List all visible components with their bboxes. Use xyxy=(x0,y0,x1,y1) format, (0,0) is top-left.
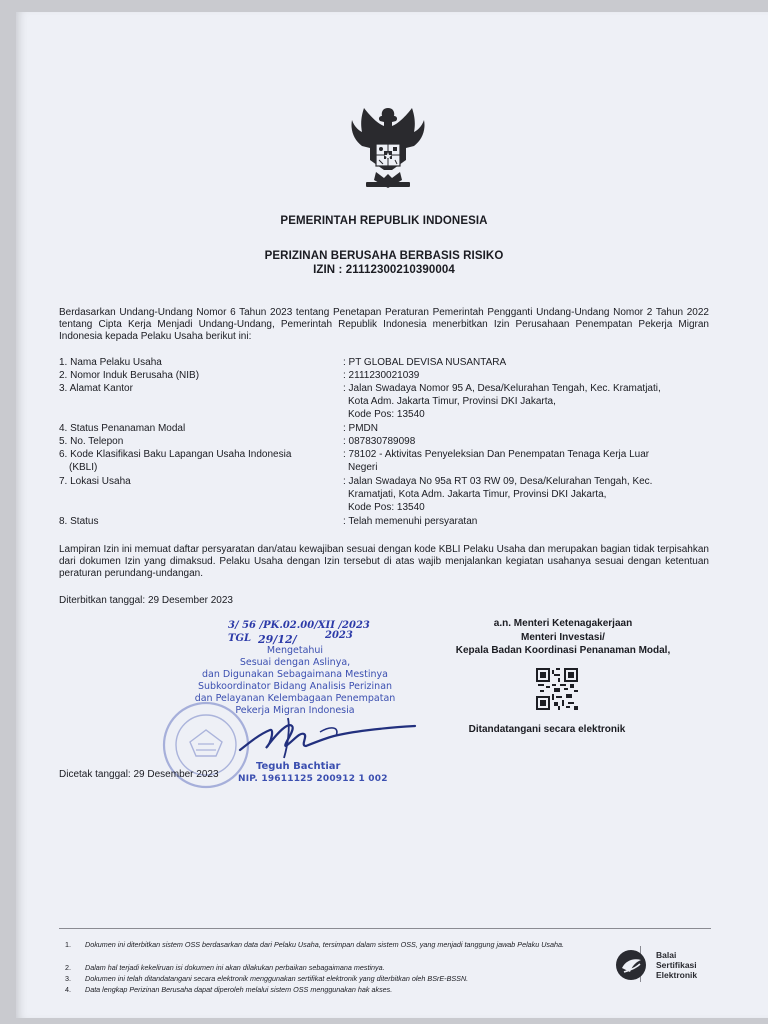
qr-code-icon xyxy=(536,668,578,710)
intro-paragraph: Berdasarkan Undang-Undang Nomor 6 Tahun 2023 tentang Penetapan Peraturan Pemerintah Pengganti Undang-Undang Nomor 2 Tahun 2022 tentang Cipta Kerja Menjadi Undang-Undang, Pemerintah Republik Indonesia menerbitkan Izin Perusahaan Penempatan Pekerja Migran Indonesia kepada Pelaku Usaha berikut ini: xyxy=(59,307,709,342)
field-value-business-location-3: Kode Pos: 13540 xyxy=(348,502,425,513)
field-label-status: 8. Status xyxy=(59,516,99,527)
field-value-business-location-1: : Jalan Swadaya No 95a RT 03 RW 09, Desa/Kelurahan Tengah, Kec. xyxy=(343,476,653,487)
legalization-date-label: TGL xyxy=(228,633,252,644)
field-label-company-name: 1. Nama Pelaku Usaha xyxy=(59,357,162,368)
signed-electronically-note: Ditandatangani secara elektronik xyxy=(468,724,626,735)
field-label-investment-status: 4. Status Penanaman Modal xyxy=(59,423,186,434)
legalization-year: 2023 xyxy=(325,630,353,641)
field-value-company-name: : PT GLOBAL DEVISA NUSANTARA xyxy=(343,357,507,368)
field-value-phone: : 087830789098 xyxy=(343,436,416,447)
footnote-text: Data lengkap Perizinan Berusaha dapat diperoleh melalui sistem OSS menggunakan hak akses. xyxy=(85,985,393,994)
garuda-emblem-icon xyxy=(340,100,436,196)
field-value-kbli-2: Negeri xyxy=(348,462,378,473)
bsre-label-2: Sertifikasi xyxy=(656,960,697,970)
bsre-label-3: Elektronik xyxy=(656,970,698,980)
field-label-kbli-1: 6. Kode Klasifikasi Baku Lapangan Usaha Indonesia xyxy=(59,449,292,460)
government-title: PEMERINTAH REPUBLIK INDONESIA xyxy=(280,215,488,227)
bsre-logo-icon xyxy=(614,948,648,982)
footnote-number: 4. xyxy=(65,985,71,994)
field-value-nib: : 2111230021039 xyxy=(343,370,420,381)
field-label-kbli-2: (KBLI) xyxy=(69,462,98,473)
footnote-text: Dokumen ini telah ditandatangani secara elektronik menggunakan sertifikat elektronik yang diterbitkan oleh BSrE-BSSN. xyxy=(85,974,469,983)
field-value-status: : Telah memenuhi persyaratan xyxy=(343,516,478,527)
footnote-number: 1. xyxy=(65,940,71,949)
signatory-line-1: a.n. Menteri Ketenagakerjaan xyxy=(493,618,633,629)
field-value-business-location-2: Kramatjati, Kota Adm. Jakarta Timur, Provinsi DKI Jakarta, xyxy=(348,489,607,500)
field-label-phone: 5. No. Telepon xyxy=(59,436,124,447)
footnote-number: 2. xyxy=(65,963,71,972)
field-value-office-address-3: Kode Pos: 13540 xyxy=(348,409,425,420)
footnote-text: Dalam hal terjadi kekeliruan isi dokumen ini akan dilakukan perbaikan sebagaimana mestinya. xyxy=(85,963,385,972)
signatory-line-3: Kepala Badan Koordinasi Penanaman Modal, xyxy=(455,645,671,656)
legalization-date: 29/12/ xyxy=(258,633,297,646)
reference-number: 3/ 56 /PK.02.00/XII /2023 xyxy=(228,620,370,631)
field-value-office-address-2: Kota Adm. Jakarta Timur, Provinsi DKI Jakarta, xyxy=(348,396,556,407)
stamp-line-2: Sesuai dengan Aslinya, xyxy=(239,657,351,668)
field-label-business-location: 7. Lokasi Usaha xyxy=(59,476,131,487)
stamp-line-5: dan Pelayanan Kelembagaan Penempatan xyxy=(194,693,396,704)
signatory-line-2: Menteri Investasi/ xyxy=(521,632,605,643)
footnote-number: 3. xyxy=(65,974,71,983)
field-value-kbli-1: : 78102 - Aktivitas Penyeleksian Dan Penempatan Tenaga Kerja Luar xyxy=(343,449,650,460)
stamp-line-1: Mengetahui xyxy=(266,645,324,656)
permit-title: PERIZINAN BERUSAHA BERBASIS RISIKO xyxy=(264,250,504,262)
footnote-text: Dokumen ini diterbitkan sistem OSS berdasarkan data dari Pelaku Usaha, tersimpan dalam sistem OSS, yang menjadi tanggung jawab Pelaku Usaha. xyxy=(85,940,565,949)
field-label-nib: 2. Nomor Induk Berusaha (NIB) xyxy=(59,370,200,381)
field-value-investment-status: : PMDN xyxy=(343,423,378,434)
printed-date: Dicetak tanggal: 29 Desember 2023 xyxy=(59,769,219,780)
field-value-office-address-1: : Jalan Swadaya Nomor 95 A, Desa/Kelurahan Tengah, Kec. Kramatjati, xyxy=(343,383,661,394)
permit-number: IZIN : 21112300210390004 xyxy=(313,264,455,276)
stamp-line-6: Pekerja Migran Indonesia xyxy=(235,705,355,716)
issued-date: Diterbitkan tanggal: 29 Desember 2023 xyxy=(59,595,233,606)
bsre-label-1: Balai xyxy=(656,950,677,960)
official-name: Teguh Bachtiar xyxy=(256,761,341,772)
handwritten-signature xyxy=(230,712,420,762)
field-label-office-address: 3. Alamat Kantor xyxy=(59,383,133,394)
stamp-line-3: dan Digunakan Sebagaimana Mestinya xyxy=(202,669,388,680)
stamp-line-4: Subkoordinator Bidang Analisis Perizinan xyxy=(197,681,393,692)
official-nip: NIP. 19611125 200912 1 002 xyxy=(238,774,388,784)
attachment-paragraph: Lampiran Izin ini memuat daftar persyaratan dan/atau kewajiban sesuai dengan kode KBLI Pelaku Usaha dan merupakan bagian tidak terpisahkan dari dokumen Izin yang dimaksud. Pelaku Usaha dengan Izin tersebut di atas wajib menjalankan kegiatan usahanya sesuai dengan ketentuan peraturan perundang-undangan. xyxy=(59,544,709,579)
